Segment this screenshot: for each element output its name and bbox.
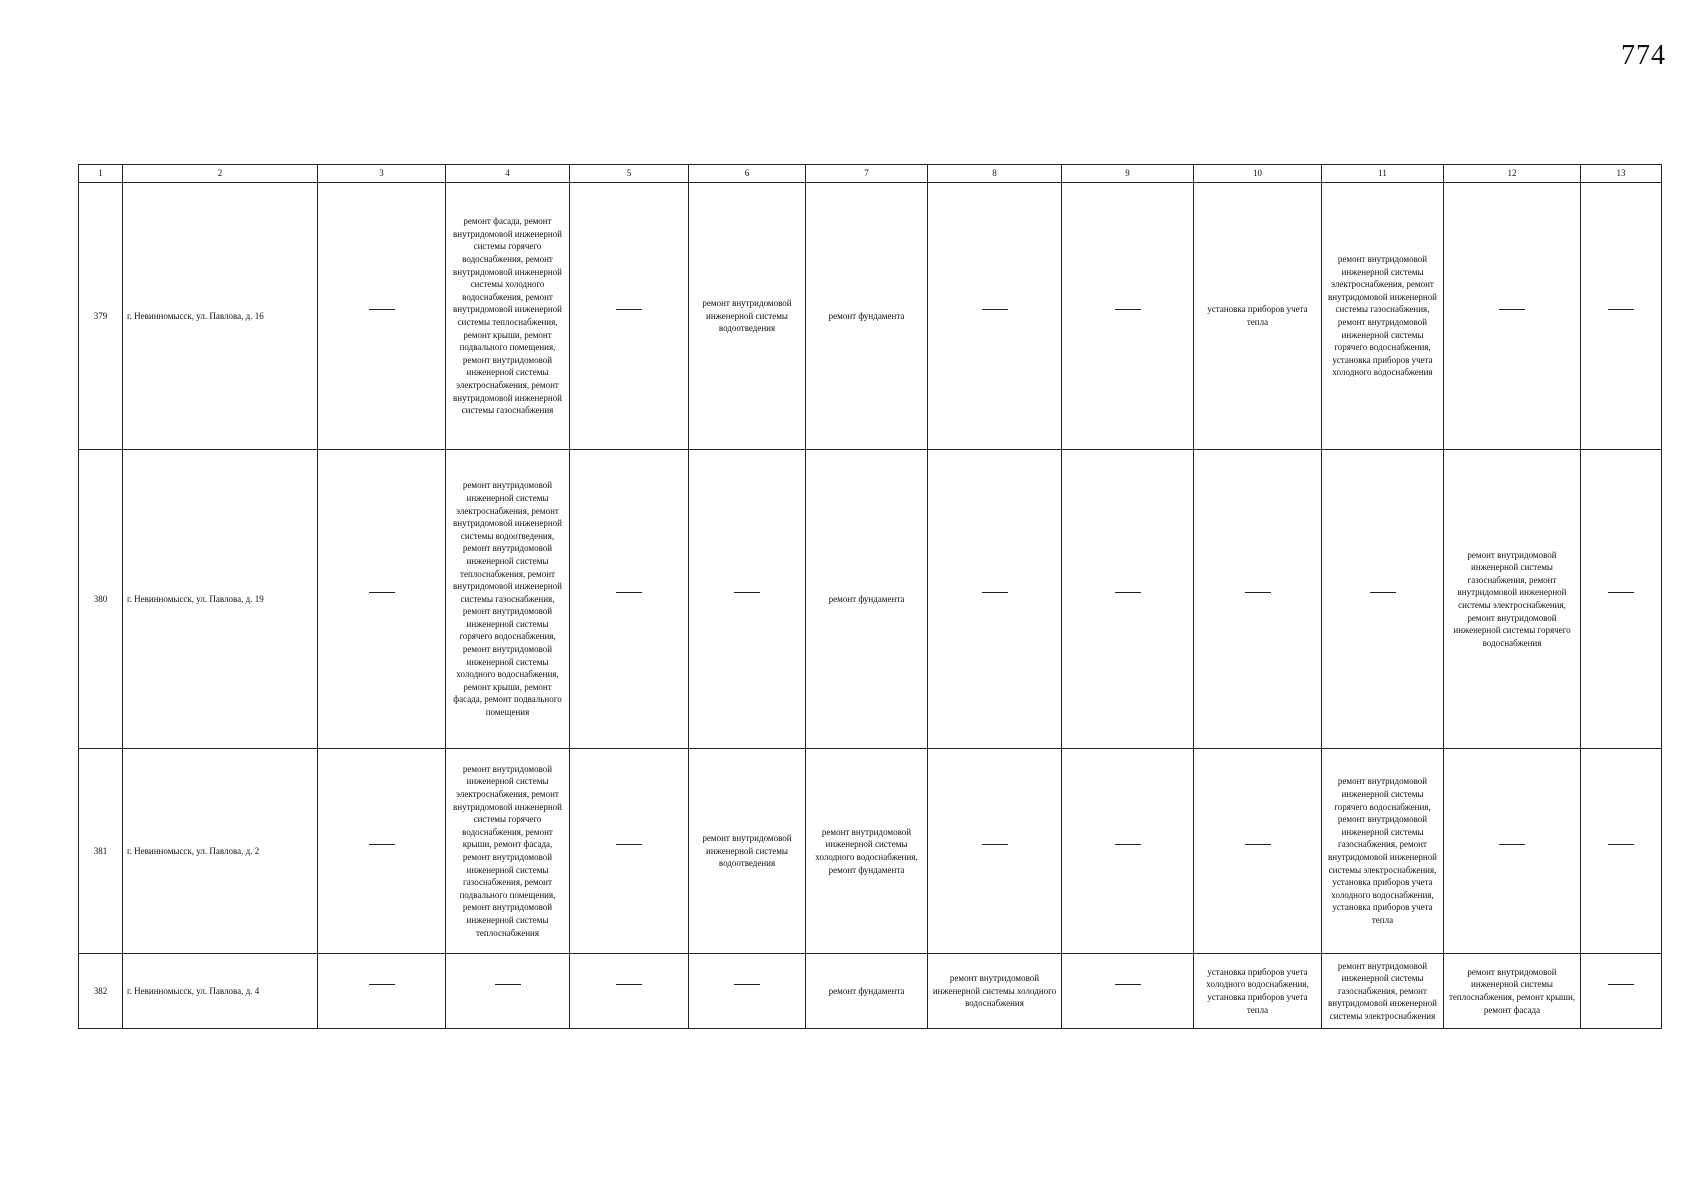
work-cell <box>318 749 446 954</box>
work-cell: ремонт внутридомовой инженерной системы водоотведения <box>689 749 806 954</box>
empty-dash <box>734 592 760 606</box>
header-cell: 10 <box>1194 165 1322 183</box>
header-cell: 11 <box>1322 165 1444 183</box>
header-cell: 7 <box>806 165 928 183</box>
header-cell: 8 <box>928 165 1062 183</box>
empty-dash <box>1245 592 1271 606</box>
work-cell <box>1062 450 1194 749</box>
empty-dash <box>1608 984 1634 998</box>
address-cell: г. Невинномысск, ул. Павлова, д. 19 <box>123 450 318 749</box>
work-cell <box>1581 749 1662 954</box>
empty-dash <box>1499 309 1525 323</box>
work-cell <box>1581 183 1662 450</box>
work-cell: ремонт внутридомовой инженерной системы холодного водоснабжения <box>928 954 1062 1029</box>
empty-dash <box>1115 592 1141 606</box>
work-cell <box>570 954 689 1029</box>
work-cell <box>1062 749 1194 954</box>
empty-dash <box>1245 844 1271 858</box>
work-cell: установка приборов учета холодного водоснабжения, установка приборов учета тепла <box>1194 954 1322 1029</box>
header-cell: 6 <box>689 165 806 183</box>
empty-dash <box>1608 592 1634 606</box>
empty-dash <box>982 309 1008 323</box>
work-cell <box>928 183 1062 450</box>
work-cell <box>318 954 446 1029</box>
empty-dash <box>495 984 521 998</box>
table-row <box>79 749 1662 954</box>
empty-dash <box>616 309 642 323</box>
empty-dash <box>369 844 395 858</box>
empty-dash <box>982 844 1008 858</box>
table-row <box>79 450 1662 749</box>
empty-dash <box>1499 844 1525 858</box>
work-cell <box>446 954 570 1029</box>
work-cell <box>570 749 689 954</box>
row-number-cell: 381 <box>79 749 123 954</box>
empty-dash <box>982 592 1008 606</box>
empty-dash <box>616 844 642 858</box>
header-cell: 1 <box>79 165 123 183</box>
header-cell: 2 <box>123 165 318 183</box>
empty-dash <box>1115 844 1141 858</box>
work-cell <box>1581 450 1662 749</box>
work-cell: ремонт внутридомовой инженерной системы холодного водоснабжения, ремонт фундамента <box>806 749 928 954</box>
row-number-cell: 380 <box>79 450 123 749</box>
address-cell: г. Невинномысск, ул. Павлова, д. 4 <box>123 954 318 1029</box>
header-cell: 13 <box>1581 165 1662 183</box>
work-cell: ремонт внутридомовой инженерной системы теплоснабжения, ремонт крыши, ремонт фасада <box>1444 954 1581 1029</box>
work-cell: ремонт внутридомовой инженерной системы электроснабжения, ремонт внутридомовой инженерной системы газоснабжения, ремонт внутридомовой инженерной системы горячего водоснабжения, установка приборов учета холодного водоснабжения <box>1322 183 1444 450</box>
header-cell: 5 <box>570 165 689 183</box>
work-cell <box>1444 749 1581 954</box>
empty-dash <box>1115 309 1141 323</box>
address-cell: г. Невинномысск, ул. Павлова, д. 2 <box>123 749 318 954</box>
work-cell <box>689 450 806 749</box>
works-table <box>78 164 1662 1029</box>
work-cell: ремонт внутридомовой инженерной системы водоотведения <box>689 183 806 450</box>
work-cell: ремонт внутридомовой инженерной системы газоснабжения, ремонт внутридомовой инженерной системы электроснабжения, ремонт внутридомовой инженерной системы горячего водоснабжения <box>1444 450 1581 749</box>
header-cell: 12 <box>1444 165 1581 183</box>
empty-dash <box>369 309 395 323</box>
work-cell <box>928 450 1062 749</box>
work-cell: ремонт внутридомовой инженерной системы горячего водоснабжения, ремонт внутридомовой инженерной системы газоснабжения, ремонт внутридомовой инженерной системы электроснабжения, установка приборов учета холодного водоснабжения, установка приборов учета тепла <box>1322 749 1444 954</box>
empty-dash <box>369 984 395 998</box>
work-cell: ремонт внутридомовой инженерной системы электроснабжения, ремонт внутридомовой инженерной системы водоотведения, ремонт внутридомовой инженерной системы теплоснабжения, ремонт внутридомовой инженерной системы газоснабжения, ремонт внутридомовой инженерной системы горячего водоснабжения, ремонт внутридомовой инженерной системы холодного водоснабжения, ремонт крыши, ремонт фасада, ремонт подвального помещения <box>446 450 570 749</box>
table-row <box>79 183 1662 450</box>
empty-dash <box>369 592 395 606</box>
empty-dash <box>734 984 760 998</box>
work-cell <box>928 749 1062 954</box>
work-cell <box>689 954 806 1029</box>
page-number: 774 <box>1621 40 1666 71</box>
work-cell: ремонт внутридомовой инженерной системы газоснабжения, ремонт внутридомовой инженерной системы электроснабжения <box>1322 954 1444 1029</box>
work-cell: установка приборов учета тепла <box>1194 183 1322 450</box>
table-row <box>79 954 1662 1029</box>
work-cell <box>570 450 689 749</box>
empty-dash <box>1115 984 1141 998</box>
address-cell: г. Невинномысск, ул. Павлова, д. 16 <box>123 183 318 450</box>
work-cell <box>1194 450 1322 749</box>
work-cell <box>1581 954 1662 1029</box>
empty-dash <box>1608 309 1634 323</box>
work-cell <box>1062 954 1194 1029</box>
work-cell <box>318 450 446 749</box>
work-cell: ремонт фундамента <box>806 450 928 749</box>
work-cell <box>1322 450 1444 749</box>
header-row <box>79 165 1662 183</box>
work-cell <box>1194 749 1322 954</box>
work-cell: ремонт фасада, ремонт внутридомовой инженерной системы горячего водоснабжения, ремонт внутридомовой инженерной системы холодного водоснабжения, ремонт внутридомовой инженерной системы теплоснабжения, ремонт крыши, ремонт подвального помещения, ремонт внутридомовой инженерной системы электроснабжения, ремонт внутридомовой инженерной системы газоснабжения <box>446 183 570 450</box>
work-cell <box>1062 183 1194 450</box>
empty-dash <box>1608 844 1634 858</box>
header-cell: 4 <box>446 165 570 183</box>
row-number-cell: 379 <box>79 183 123 450</box>
header-cell: 9 <box>1062 165 1194 183</box>
work-cell: ремонт внутридомовой инженерной системы электроснабжения, ремонт внутридомовой инженерной системы горячего водоснабжения, ремонт крыши, ремонт фасада, ремонт внутридомовой инженерной системы газоснабжения, ремонт подвального помещения, ремонт внутридомовой инженерной системы теплоснабжения <box>446 749 570 954</box>
work-cell: ремонт фундамента <box>806 954 928 1029</box>
work-cell <box>318 183 446 450</box>
work-cell: ремонт фундамента <box>806 183 928 450</box>
header-cell: 3 <box>318 165 446 183</box>
empty-dash <box>616 984 642 998</box>
empty-dash <box>1370 592 1396 606</box>
row-number-cell: 382 <box>79 954 123 1029</box>
empty-dash <box>616 592 642 606</box>
work-cell <box>570 183 689 450</box>
work-cell <box>1444 183 1581 450</box>
